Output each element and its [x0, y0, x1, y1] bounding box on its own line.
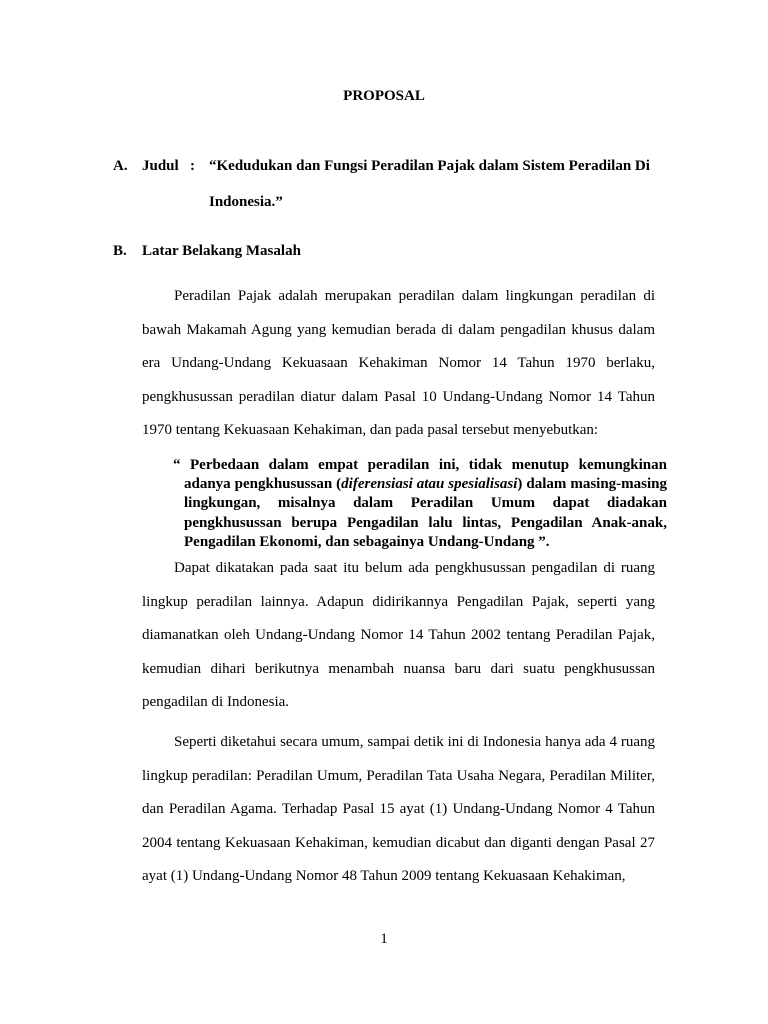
section-b-title: Latar Belakang Masalah: [142, 243, 301, 259]
page-number: 1: [380, 931, 388, 947]
section-b-letter: B.: [113, 243, 127, 259]
section-a-letter: A.: [113, 158, 128, 174]
quote-text-2: ) dalam masing-masing lingkungan, misalnya dalam Peradilan Umum dapat diadakan pengkhusussan berupa Pengadilan lalu lintas, Pengadilan Anak-anak, Pengadilan Ekonomi, dan sebagainya Undang-Undang ”.: [184, 476, 668, 550]
quote-italic-text: diferensiasi atau spesialisasi: [341, 476, 518, 493]
proposal-title-line-2: Indonesia.”: [209, 194, 283, 210]
body-paragraph-2: Dapat dikatakan pada saat itu belum ada pengkhusussan pengadilan di ruang lingkup peradilan lainnya. Adapun didirikannya Pengadilan Pajak, seperti yang diamanatkan oleh Undang-Undang Nomor 14 Tahun 2002 tentang Peradilan Pajak, kemudian dihari berikutnya menambah nuansa baru dari suatu pengkhusussan pengadilan di Indonesia.: [142, 560, 655, 710]
body-paragraph-3: Seperti diketahui secara umum, sampai detik ini di Indonesia hanya ada 4 ruang lingkup peradilan: Peradilan Umum, Peradilan Tata Usaha Negara, Peradilan Militer, dan Peradilan Agama. Terhadap Pasal 15 ayat (1) Undang-Undang Nomor 4 Tahun 2004 tentang Kekuasaan Kehakiman, kemudian dicabut dan diganti dengan Pasal 27 ayat (1) Undang-Undang Nomor 48 Tahun 2009 tentang Kekuasaan Kehakiman,: [142, 734, 655, 884]
quote-text-1: “ Perbedaan dalam empat peradilan ini, tidak menutup kemungkinan adanya pengkhusussan (: [173, 457, 667, 493]
body-paragraph-1: Peradilan Pajak adalah merupakan peradilan dalam lingkungan peradilan di bawah Makamah Agung yang kemudian berada di dalam pengadilan khusus dalam era Undang-Undang Kekuasaan Kehakiman Nomor 14 Tahun 1970 berlaku, pengkhusussan peradilan diatur dalam Pasal 10 Undang-Undang Nomor 14 Tahun 1970 tentang Kekuasaan Kehakiman, dan pada pasal tersebut menyebutkan:: [142, 288, 655, 438]
section-a-colon: :: [190, 158, 195, 174]
proposal-title-line-1: “Kedudukan dan Fungsi Peradilan Pajak dalam Sistem Peradilan Di: [209, 158, 650, 174]
block-quote: [173, 456, 667, 552]
section-a-label: Judul: [142, 158, 179, 174]
document-title: PROPOSAL: [343, 88, 425, 104]
